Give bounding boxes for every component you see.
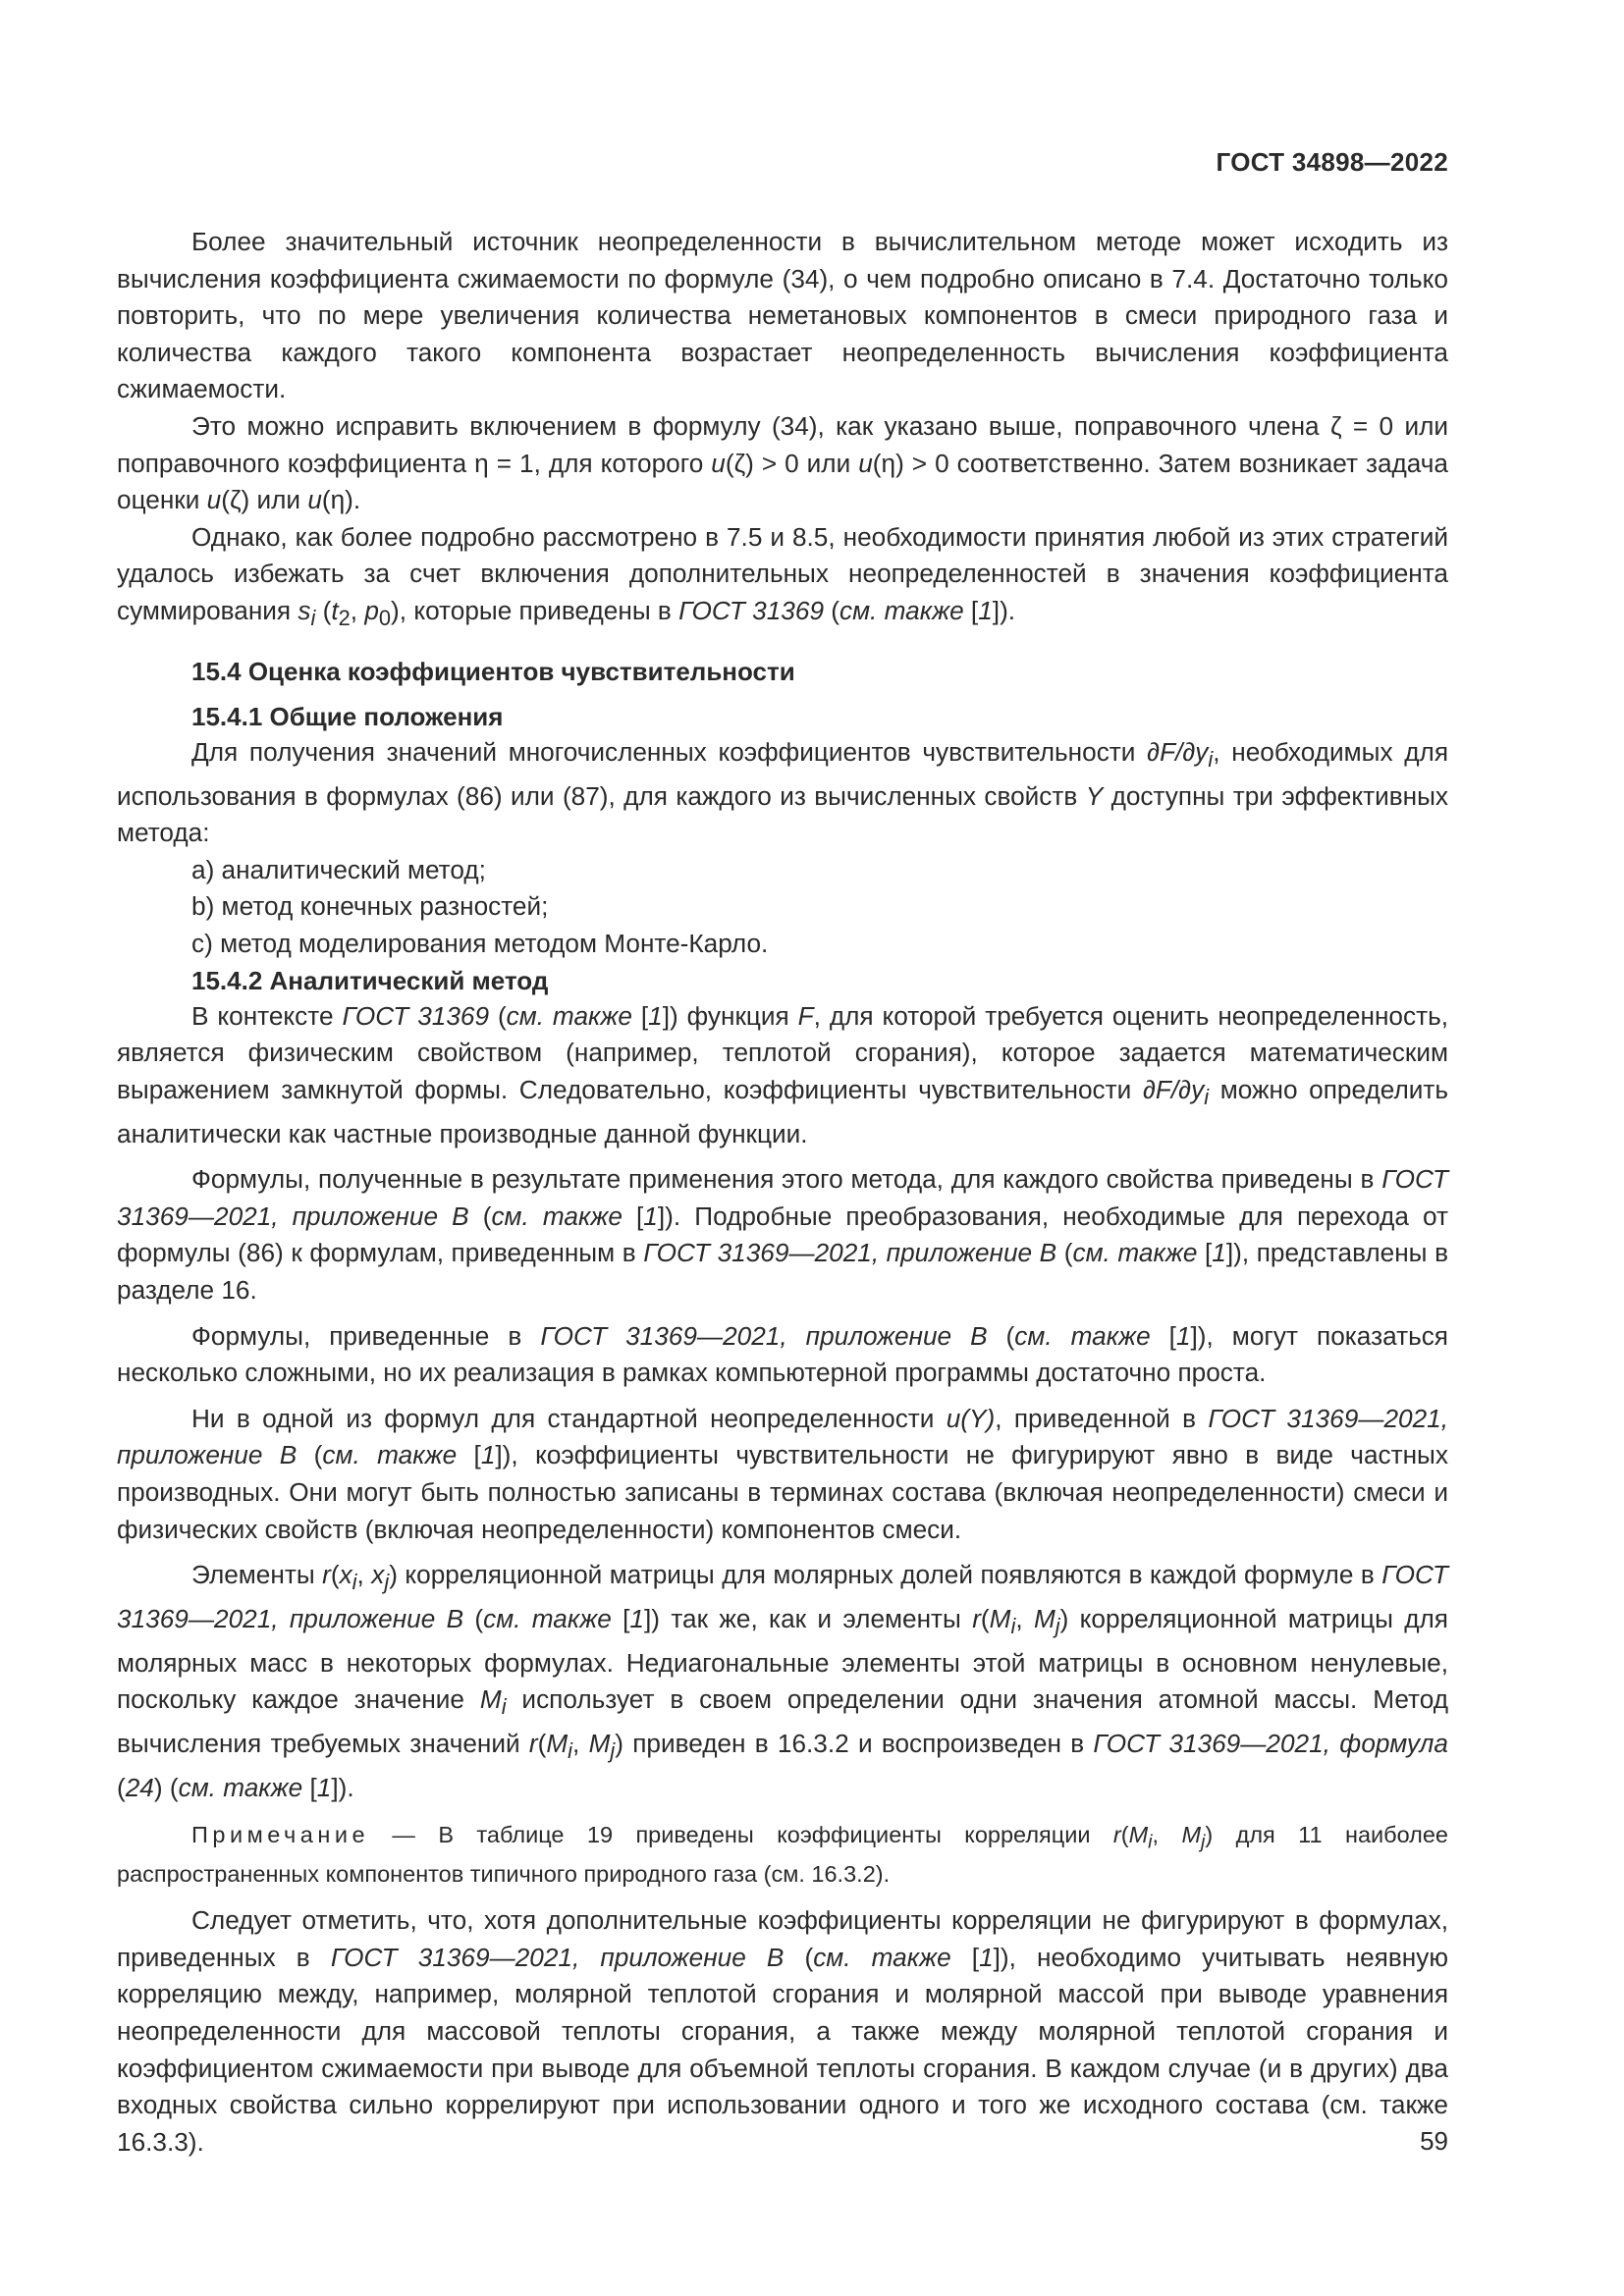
paragraph: Это можно исправить включением в формулу (34), как указано выше, поправочного члена ζ = 0 или поправочного коэффициента η = 1, для которого u(ζ) > 0 или u(η) > 0 соответственно. Затем возникает задача оценки u(ζ) или u(η). (117, 410, 1448, 515)
paragraph: Ни в одной из формул для стандартной неопределенности u(Y), приведенной в ГОСТ 31369—2021, приложение В (см. также [1]), коэффициенты чувствительности не фигурируют явно в виде частных производных. Они могут быть полностью записаны в терминах состава (включая неопределенности) смеси и физических свойств (включая неопределенности) компонентов смеси. (117, 1403, 1448, 1544)
note-label: Примечание (191, 1821, 370, 1847)
list-item: с) метод моделирования методом Монте-Карло. (191, 928, 769, 958)
paragraph: Формулы, полученные в результате применения этого метода, для каждого свойства приведены в ГОСТ 31369—2021, приложение В (см. также [1]). Подробные преобразования, необходимые для перехода от формулы (86) к формулам, приведенным в ГОСТ 31369—2021, приложение В (см. также [1]), представлены в разделе 16. (117, 1164, 1448, 1305)
paragraph: Для получения значений многочисленных коэффициентов чувствительности $\partial F/\partial y_i$, необходимых для использования в формулах (86) или (87), для каждого из вычисленных свойств Y доступны три эффективных метода: (117, 736, 1449, 848)
paragraph: Однако, как более подробно рассмотрено в 7.5 и 8.5, необходимости принятия любой из этих стратегий удалось избежать за счет включения дополнительных неопределенностей в значения коэффициента суммирования $s_i$ ($t_2$, $p_0$), которые приведены в ГОСТ 31369 (см. также [1]). (117, 521, 1448, 631)
list-item: а) аналитический метод; (191, 854, 486, 884)
document-body (117, 224, 1448, 2161)
section-heading-15-4: 15.4 Оценка коэффициентов чувствительности (191, 656, 795, 686)
note: Примечание — В таблице 19 приведены коэффициенты корреляции $r(M_i$, $M_j$) для 11 наиболее распространенных компонентов типичного природного газа (см. 16.3.2). (117, 1821, 1449, 1888)
paragraph: Элементы $r(x_i$, $x_j$) корреляционной матрицы для молярных долей появляются в каждой формуле в ГОСТ 31369—2021, приложение В (см. также [1]) так же, как и элементы $r(M_i$, $M_j$) корреляционной матрицы для молярных масс в некоторых формулах. Недиагональные элементы этой матрицы в основном ненулевые, поскольку каждое значение $M_i$ использует в своем определении одни значения атомной массы. Метод вычисления требуемых значений $r(M_i$, $M_j$) приведен в 16.3.2 и воспроизведен в ГОСТ 31369—2021, формула (24) (см. также [1]). (117, 1560, 1448, 1803)
paragraph: В контексте ГОСТ 31369 (см. также [1]) функция F, для которой требуется оценить неопределенность, является физическим свойством (например, теплотой сгорания), которое задается математическим выражением замкнутой формы. Следовательно, коэффициенты чувствительности $\partial F/\partial y_i$ можно определить аналитически как частные производные данной функции. (117, 1000, 1448, 1148)
document-id-header: ГОСТ 34898—2022 (1216, 147, 1448, 177)
page-number: 59 (1420, 2126, 1448, 2156)
paragraph: Формулы, приведенные в ГОСТ 31369—2021, приложение В (см. также [1]), могут показаться несколько сложными, но их реализация в рамках компьютерной программы достаточно проста. (117, 1320, 1448, 1388)
paragraph: Более значительный источник неопределенности в вычислительном методе может исходить из вычисления коэффициента сжимаемости по формуле (34), о чем подробно описано в 7.4. Достаточно только повторить, что по мере увеличения количества неметановых компонентов в смеси природного газа и количества каждого такого компонента возрастает неопределенность вычисления коэффициента сжимаемости. (117, 227, 1448, 404)
subsection-heading-15-4-2: 15.4.2 Аналитический метод (191, 965, 549, 995)
list-item: b) метод конечных разностей; (191, 891, 549, 922)
subsection-heading-15-4-1: 15.4.1 Общие положения (191, 701, 504, 731)
paragraph: Следует отметить, что, хотя дополнительные коэффициенты корреляции не фигурируют в формулах, приведенных в ГОСТ 31369—2021, приложение В (см. также [1]), необходимо учитывать неявную корреляцию между, например, молярной теплотой сгорания и молярной массой при выводе уравнения неопределенности для массовой теплоты сгорания, а также между молярной теплотой сгорания и коэффициентом сжимаемости при выводе для объемной теплоты сгорания. В каждом случае (и в других) два входных свойства сильно коррелируют при использовании одного и того же исходного состава (см. также 16.3.3). (117, 1905, 1448, 2157)
